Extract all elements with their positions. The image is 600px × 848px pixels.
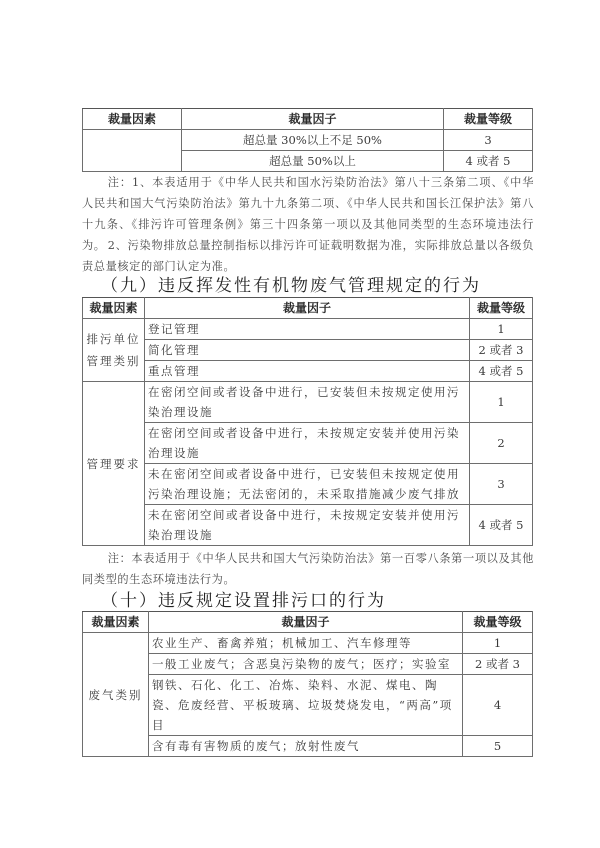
level-cell: 1 bbox=[463, 633, 533, 654]
factor-cell: 含有毒有害物质的废气；放射性废气 bbox=[149, 736, 463, 757]
header-level: 裁量等级 bbox=[463, 612, 533, 633]
level-cell: 5 bbox=[463, 736, 533, 757]
level-cell: 4 或者 5 bbox=[444, 151, 533, 172]
header-element: 裁量因素 bbox=[83, 612, 149, 633]
factor-cell: 在密闭空间或者设备中进行，未按规定安装并使用污染治理设施 bbox=[145, 423, 470, 464]
table-vocs bbox=[82, 297, 533, 546]
section-9-heading: （九）违反挥发性有机物废气管理规定的行为 bbox=[101, 276, 481, 296]
factor-cell: 超总量 30%以上不足 50% bbox=[182, 130, 444, 151]
table-row bbox=[83, 675, 533, 736]
header-element: 裁量因素 bbox=[83, 298, 145, 319]
table-row bbox=[83, 319, 533, 340]
element-cell: 管理要求 bbox=[83, 382, 145, 546]
level-cell: 4 或者 5 bbox=[470, 361, 533, 382]
element-cell bbox=[83, 130, 182, 172]
table-row bbox=[83, 423, 533, 464]
table-header-row bbox=[83, 612, 533, 633]
table-row bbox=[83, 505, 533, 546]
table-header-row bbox=[83, 298, 533, 319]
factor-cell: 农业生产、畜禽养殖；机械加工、汽车修理等 bbox=[149, 633, 463, 654]
table-outfall bbox=[82, 611, 533, 757]
factor-cell: 在密闭空间或者设备中进行，已安装但未按规定使用污染治理设施 bbox=[145, 382, 470, 423]
table-row bbox=[83, 382, 533, 423]
note-1: 注：1、本表适用于《中华人民共和国水污染防治法》第八十三条第二项、《中华人民共和国大气污染防治法》第九十九条第二项、《中华人民共和国长江保护法》第八十九条、《排污许可管理条例》第三十四条第一项以及其他同类型的生态环境违法行为。 bbox=[82, 176, 534, 252]
level-cell: 2 bbox=[470, 423, 533, 464]
factor-cell: 钢铁、石化、化工、冶炼、染料、水泥、煤电、陶瓷、危废经营、平板玻璃、垃圾焚烧发电，“两高”项目 bbox=[149, 675, 463, 736]
table-total-emission bbox=[82, 108, 533, 172]
factor-cell: 重点管理 bbox=[145, 361, 470, 382]
table-row bbox=[83, 464, 533, 505]
level-cell: 4 或者 5 bbox=[470, 505, 533, 546]
element-cell: 废气类别 bbox=[83, 633, 149, 757]
header-level: 裁量等级 bbox=[444, 109, 533, 130]
level-cell: 2 或者 3 bbox=[463, 654, 533, 675]
element-cell: 排污单位管理类别 bbox=[83, 319, 145, 382]
level-cell: 1 bbox=[470, 382, 533, 423]
level-cell: 3 bbox=[470, 464, 533, 505]
header-level: 裁量等级 bbox=[470, 298, 533, 319]
factor-cell: 超总量 50%以上 bbox=[182, 151, 444, 172]
section-10-heading: （十）违反规定设置排污口的行为 bbox=[101, 591, 386, 611]
factor-cell: 一般工业废气；含恶臭污染物的废气；医疗；实验室 bbox=[149, 654, 463, 675]
note-section-9: 注：本表适用于《中华人民共和国大气污染防治法》第一百零八条第一项以及其他同类型的生态环境违法行为。 bbox=[82, 552, 534, 586]
factor-cell: 简化管理 bbox=[145, 340, 470, 361]
table-row bbox=[83, 340, 533, 361]
level-cell: 2 或者 3 bbox=[470, 340, 533, 361]
table-row bbox=[83, 654, 533, 675]
table-row bbox=[83, 130, 533, 151]
table-row bbox=[83, 361, 533, 382]
level-cell: 3 bbox=[444, 130, 533, 151]
table-row bbox=[83, 736, 533, 757]
level-cell: 1 bbox=[470, 319, 533, 340]
factor-cell: 登记管理 bbox=[145, 319, 470, 340]
factor-cell: 未在密闭空间或者设备中进行，未按规定安装并使用污染治理设施 bbox=[145, 505, 470, 546]
note-2: 2、污染物排放总量控制指标以排污许可证载明数据为准，实际排放总量以各级负责总量核定的部门认定为准。 bbox=[82, 239, 534, 273]
level-cell: 4 bbox=[463, 675, 533, 736]
factor-cell: 未在密闭空间或者设备中进行，已安装但未按规定使用污染治理设施；无法密闭的，未采取措施减少废气排放 bbox=[145, 464, 470, 505]
table-header-row bbox=[83, 109, 533, 130]
header-element: 裁量因素 bbox=[83, 109, 182, 130]
header-factor: 裁量因子 bbox=[149, 612, 463, 633]
header-factor: 裁量因子 bbox=[182, 109, 444, 130]
header-factor: 裁量因子 bbox=[145, 298, 470, 319]
table-row bbox=[83, 633, 533, 654]
